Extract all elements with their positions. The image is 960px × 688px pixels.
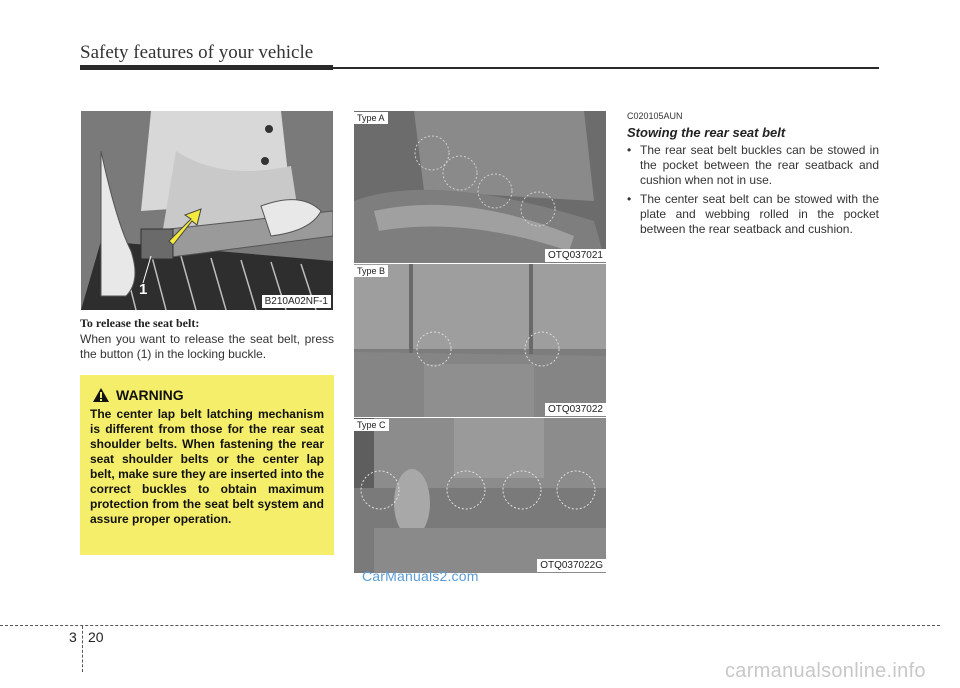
warning-box xyxy=(80,375,334,555)
buckle-callout: 1 xyxy=(139,281,148,298)
type-c-seat-photo xyxy=(354,418,606,573)
type-b-label: Type B xyxy=(354,265,388,277)
stowing-title: Stowing the rear seat belt xyxy=(627,125,786,140)
figure-code-buckle: B210A02NF-1 xyxy=(262,295,331,308)
page-number: 20 xyxy=(88,629,104,645)
type-a-seat-photo xyxy=(354,111,606,263)
page-header-title: Safety features of your vehicle xyxy=(80,42,314,63)
watermark-carmanuals2[interactable]: CarManuals2.com xyxy=(362,568,479,584)
type-a-illustration xyxy=(354,111,606,263)
warning-title: WARNING xyxy=(116,387,184,403)
footer-vertical-rule xyxy=(82,626,83,672)
bullet-icon: • xyxy=(627,143,632,157)
bullet-icon: • xyxy=(627,192,632,206)
warning-text: The center lap belt latching mechanism is different from those for the rear seat shoulder belts. When fastening the rear seat shoulder belts or the center lap belt, make sure they are inserted into the correct buckles to obtain maximum protection from the seat belt system and assure proper operation. xyxy=(90,407,324,526)
section-code: C020105AUN xyxy=(627,111,683,121)
header-rule-thick xyxy=(80,65,333,70)
stowing-bullets xyxy=(627,143,879,241)
page-chapter-number: 3 xyxy=(69,629,77,645)
bullet-text: The center seat belt can be stowed with the plate and webbing rolled in the pocket between the rear seatback and cushion. xyxy=(640,192,879,236)
type-c-label: Type C xyxy=(354,419,389,431)
type-b-illustration xyxy=(354,264,606,417)
figure-code-type-c: OTQ037022G xyxy=(537,559,606,572)
buckle-illustration xyxy=(81,111,333,310)
type-a-label: Type A xyxy=(354,112,388,124)
footer-rule xyxy=(0,625,940,626)
header-rule-thin xyxy=(333,67,879,69)
figure-code-type-b: OTQ037022 xyxy=(545,403,606,416)
warning-triangle-icon xyxy=(92,387,110,403)
type-c-illustration xyxy=(354,418,606,573)
figure-code-type-a: OTQ037021 xyxy=(545,249,606,262)
list-item xyxy=(627,143,879,188)
type-b-seat-photo xyxy=(354,264,606,417)
bullet-text: The rear seat belt buckles can be stowed in the pocket between the rear seatback and cushion when not in use. xyxy=(640,143,879,187)
list-item xyxy=(627,192,879,237)
release-title: To release the seat belt: xyxy=(80,316,200,330)
release-body: When you want to release the seat belt, press the button (1) in the locking buckle. xyxy=(80,332,334,361)
warning-header xyxy=(92,387,324,403)
buckle-release-photo xyxy=(81,111,333,310)
watermark-carmanualsonline[interactable]: carmanualsonline.info xyxy=(725,660,926,682)
